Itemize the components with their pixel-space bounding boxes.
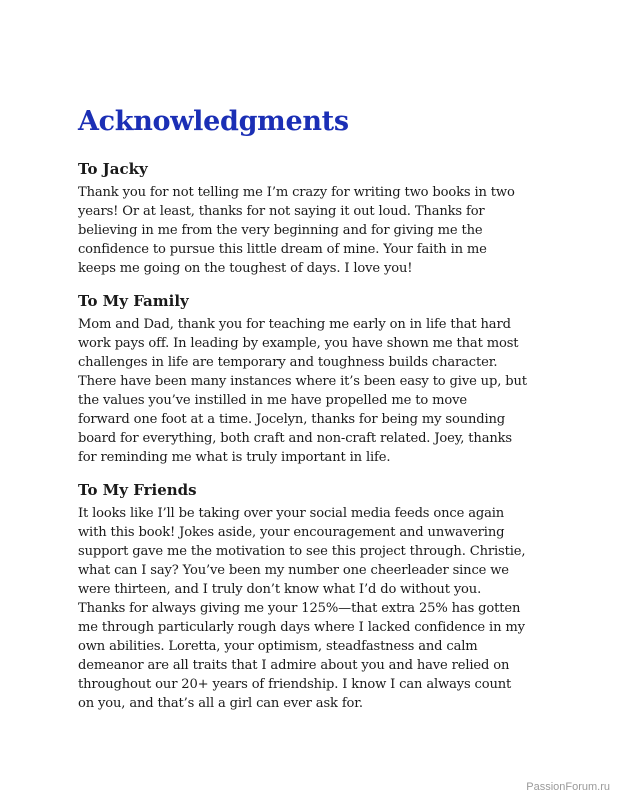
text-line: believing in me from the very beginning and for giving me the <box>78 223 483 238</box>
text-line: support gave me the motivation to see this project through. Christie, <box>78 544 526 559</box>
text-line: me through particularly rough days where I lacked confidence in my <box>78 620 525 635</box>
text-line: Thanks for always giving me your 125%—that extra 25% has gotten <box>78 601 521 616</box>
section-to-my-family <box>78 289 548 467</box>
text-line: own abilities. Loretta, your optimism, steadfastness and calm <box>78 639 478 654</box>
section-heading: To Jacky <box>78 160 148 178</box>
text-line: for reminding me what is truly important in life. <box>78 450 391 465</box>
text-line: on you, and that’s all a girl can ever ask for. <box>78 696 363 711</box>
section-heading: To My Family <box>78 292 189 310</box>
section-paragraph <box>78 315 548 467</box>
text-line: Thank you for not telling me I’m crazy for writing two books in two <box>78 185 515 200</box>
text-line: years! Or at least, thanks for not saying it out loud. Thanks for <box>78 204 485 219</box>
text-line: keeps me going on the toughest of days. I love you! <box>78 261 413 276</box>
section-heading: To My Friends <box>78 481 197 499</box>
text-line: forward one foot at a time. Jocelyn, thanks for being my sounding <box>78 412 506 427</box>
text-line: confidence to pursue this little dream of mine. Your faith in me <box>78 242 487 257</box>
text-line: Mom and Dad, thank you for teaching me early on in life that hard <box>78 317 511 332</box>
text-line: There have been many instances where it’s been easy to give up, but <box>78 374 527 389</box>
section-paragraph <box>78 183 548 278</box>
section-to-jacky <box>78 157 548 278</box>
section-to-my-friends <box>78 478 548 713</box>
text-line: work pays off. In leading by example, you have shown me that most <box>78 336 519 351</box>
site-watermark: PassionForum.ru <box>526 781 610 793</box>
text-line: It looks like I’ll be taking over your social media feeds once again <box>78 506 505 521</box>
text-line: the values you’ve instilled in me have propelled me to move <box>78 393 467 408</box>
text-line: board for everything, both craft and non-craft related. Joey, thanks <box>78 431 512 446</box>
page-title: Acknowledgments <box>78 106 349 137</box>
section-paragraph <box>78 504 548 713</box>
text-line: throughout our 20+ years of friendship. I know I can always count <box>78 677 512 692</box>
text-line: demeanor are all traits that I admire about you and have relied on <box>78 658 510 673</box>
text-line: challenges in life are temporary and toughness builds character. <box>78 355 498 370</box>
text-line: what can I say? You’ve been my number one cheerleader since we <box>78 563 509 578</box>
text-line: were thirteen, and I truly don’t know what I’d do without you. <box>78 582 482 597</box>
text-line: with this book! Jokes aside, your encouragement and unwavering <box>78 525 505 540</box>
